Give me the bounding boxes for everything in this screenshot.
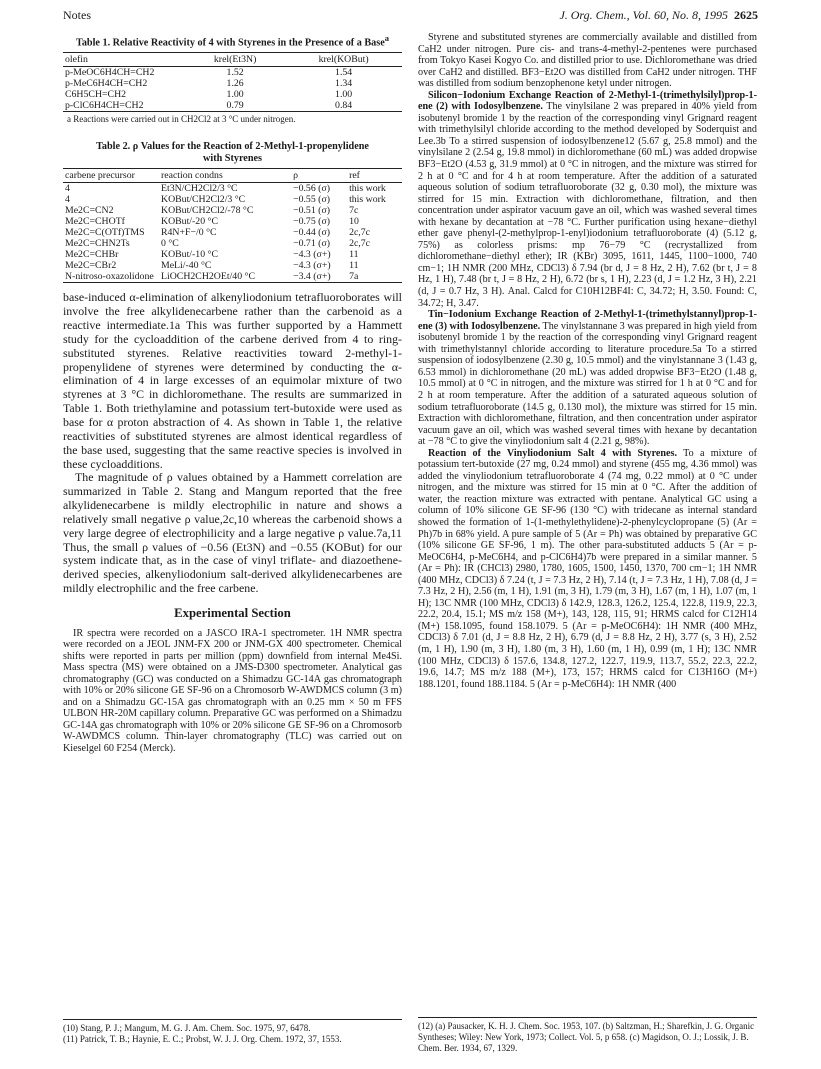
table2-col-precursor: carbene precursor [63,169,159,183]
table-row: 4 Et3N/CH2Cl2/3 °C −0.56 (σ) this work [65,183,386,195]
header-page-number: 2625 [734,8,758,22]
table2 [63,141,402,283]
paragraph: Reaction of the Vinyliodonium Salt 4 with Styrenes. To a mixture of potassium tert-butoxide (27 mg, 0.24 mmol) and styrene (455 mg, 4.36 mmol) was added the vinyliodonium tetrafluoroborate 4 (74 mg, 0.22 mmol) at 0 °C under nitrogen, and the mixture was stirred for 15 min at 0 °C. After the addition of water, the reaction mixture was extracted with pentane. Analytical GC using a column of 10% silicone GE SF-96 (130 °C) with tridecane as internal standard showed the formation of 1-(1-methylethylidene)-2-phenylcyclopropane (5) (Ar = Ph)7b in 68% yield. A pure sample of 5 (Ar = Ph) was obtained by preparative GC (10% silicone GE SF-96, 1 m). The other para-substituted adducts 5 (Ar = p-MeOC6H4, p-MeC6H4, and p-ClC6H4)7b were prepared in a similar manner. 5 (Ar = Ph): IR (CHCl3) 2980, 1780, 1605, 1500, 1450, 1370, 700 cm−1; 1H NMR (400 MHz, CDCl3) δ 7.24 (t, J = 7.3 Hz, 2 H), 7.14 (t, J = 7.3 Hz, 1 H), 7.08 (d, J = 7.3 Hz, 2 H), 2.56 (m, 1 H), 1.91 (m, 3 H), 1.79 (m, 3 H), 1.67 (m, 1 H), 1.07 (m, 1 H); 13C NMR (100 MHz, CDCl3) δ 142.9, 128.3, 126.2, 125.4, 122.8, 119.9, 22.3, 22.2, 20.4, 15.1; MS m/z 158 (M+), 143, 128, 115, 91; HRMS calcd for C12H14 (M+) 158.1095, found 158.1079. 5 (Ar = p-MeOC6H4): 1H NMR (400 MHz, CDCl3) δ 7.01 (d, J = 8.8 Hz, 2 H), 6.79 (d, J = 8.8 Hz, 2 H), 3.77 (s, 3 H), 2.52 (m, 1 H), 1.90 (m, 3 H), 1.80 (m, 3 H), 1.60 (m, 1 H), 0.99 (m, 1 H); 13C NMR (100 MHz, CDCl3) δ 157.6, 134.8, 127.2, 122.7, 119.9, 113.7, 55.2, 22.3, 22.2, 19.6, 14.7; MS m/z 188 (M+), 173, 157; HRMS calcd for C13H16O (M+) 188.1201, found 188.1184. 5 (Ar = p-MeC6H4): 1H NMR (400 [418,447,757,690]
reference: (10) Stang, P. J.; Mangum, M. G. J. Am. Chem. Soc. 1975, 97, 6478. [63,1023,311,1033]
table1-col-krel-et3n: krel(Et3N) [185,53,285,67]
paragraph: Silicon−Iodonium Exchange Reaction of 2-Methyl-1-(trimethylsilyl)prop-1-ene (2) with Iodosylbenzene. The vinylsilane 2 was prepared in 40% yield from isobutenyl bromide 1 by the reaction of the corresponding vinyl Grignard reagent with trimethylsilyl chloride according to the method developed by Soderquist and Lee.3b To a stirred suspension of iodosylbenzene12 (5.67 g, 25.8 mmol) and the vinylsilane 2 (2.54 g, 19.8 mmol) in dichloromethane (60 mL) was added dropwise BF3−Et2O (4.53 g, 31.9 mmol) at 0 °C in nitrogen, and the mixture was stirred for 2 h at 0 °C and for 4 h at room temperature. After the addition of a saturated aqueous solution of sodium tetrafluoroborate (32 g, 0.30 mol), the mixture was stirred for 15 min. Extraction with dichloromethane, filtration, and then concentration under aspirator vacuum gave an oil, which was washed several times with hexane by decantation at −78 °C. Further purification using hexane−diethyl ether gave phenyl-(2-methylprop-1-enyl)iodonium tetrafluoroborate (4) (5.12 g, 75%) as colorless prisms: mp 76−79 °C (recrystallized from dichloromethane−diethyl ether); IR (KBr) 3095, 1611, 1445, 1100−1000, 740 cm−1; 1H NMR (200 MHz, CDCl3) δ 7.94 (br d, J = 8 Hz, 2 H), 7.62 (br t, J = 8 Hz, 1 H), 7.48 (br t, J = 8 Hz, 2 H), 6.72 (br s, 1 H), 2.23 (d, J = 1.2 Hz, 3 H), 2.21 (d, J = 0.7 Hz, 3 H). Anal. Calcd for C10H12BF4I: C, 34.72; H, 3.50. Found: C, 34.72; H, 3.47. [418,89,758,309]
paragraph: Tin−Iodonium Exchange Reaction of 2-Methyl-1-(trimethylstannyl)prop-1-ene (3) with Iodosylbenzene. The vinylstannane 3 was prepared in high yield from isobutenyl bromide 1 by the reaction of the corresponding vinyl Grignard reagent with trimethylstannyl chloride according to literature procedure.5a To a stirred suspension of iodosylbenzene (2.30 g, 10.5 mmol) and the vinylstannane 3 (1.43 g, 6.53 mmol) in dichloromethane (20 mL) was added dropwise BF3−Et2O (1.48 g, 10.5 mmol) at 0 °C in nitrogen, and the mixture was stirred for 1 h at 0 °C and for 2 h at room temperature. After the addition of a saturated aqueous solution of sodium tetrafluoroborate (14.5 g, 0.130 mol), the mixture was stirred for 15 min. Extraction with dichloromethane, filtration, and then concentration under aspirator vacuum gave an oil, which was washed several times with hexane by decantation at −78 °C to give the vinyliodonium salt 4 (2.21 g, 98%). [418,309,758,448]
table-row: Me2C=CN2 KOBut/CH2Cl2/-78 °C −0.51 (σ) 7c [65,205,359,217]
paragraph: Styrene and substituted styrenes are commercially available and distilled from CaH2 under nitrogen. Pure cis- and trans-4-methyl-2-pentenes were purchased from Tokyo Kasei Kogyo Co. and distilled prior to use. Dichloromethane was dried over CaH2 and distilled. BF3−Et2O was distilled from CaH2 under nitrogen. THF was distilled from sodium benzophenone ketyl under nitrogen. [418,32,757,90]
experimental-text [63,628,402,755]
table-row: 4 KOBut/CH2Cl2/3 °C −0.55 (σ) this work [65,194,386,206]
table-row: Me2C=CHN2Ts 0 °C −0.71 (σ) 2c,7c [65,238,371,250]
header-journal: J. Org. Chem., Vol. 60, No. 8, 1995 [559,8,728,22]
discussion-text [63,291,402,596]
table2-col-conditions: reaction condns [159,169,291,183]
paragraph: The magnitude of ρ values obtained by a Hammett correlation are summarized in Table 2. Stang and Mangum reported that the free alkylidenecarbene is mildly electrophilic in nature and shows a relatively small negative ρ value,2c,10 whereas the carbenoid shows a very large degree of electrophilicity and a large negative ρ value.7a,11 Thus, the small ρ values of −0.56 (Et3N) and −0.55 (KOBut) for our system indicate that, as in the case of vinyl triflate- and diazoethene-derived species, alkenyliodonium salt-derived alkylidenecarbenes are mildly electrophilic and the free carbene. [63,470,402,596]
table2-title: Table 2. ρ Values for the Reaction of 2-Methyl-1-propenylidene with Styrenes [96,141,369,165]
table-row: N-nitroso-oxazolidone LiOCH2CH2OEt/40 °C −3.4 (σ+) 7a [63,271,402,283]
table1-footnote: a Reactions were carried out in CH2Cl2 at 3 °C under nitrogen. [67,114,296,125]
table1-grid [63,52,402,112]
table-row: p-MeC6H4CH=CH2 1.26 1.34 [65,78,353,90]
table1-title: Table 1. Relative Reactivity of 4 with Styrenes in the Presence of a Base$^a$ [75,33,390,49]
table-row: p-MeOC6H4CH=CH2 1.52 1.54 [65,67,353,79]
table-row: Me2C=CBr2 MeLi/-40 °C −4.3 (σ+) 11 [65,260,359,272]
right-references [418,1017,757,1053]
reference: (11) Patrick, T. B.; Haynie, E. C.; Probst, W. J. J. Org. Chem. 1972, 37, 1553. [63,1033,342,1044]
table-row: Me2C=CHOTf KOBut/-20 °C −0.75 (σ) 10 [65,216,359,228]
table1-col-olefin: olefin [63,53,185,67]
table-row: C6H5CH=CH2 1.00 1.00 [65,89,353,101]
table-row: p-ClC6H4CH=CH2 0.79 0.84 [63,100,402,112]
table-row: Me2C=C(OTf)TMS R4N+F−/0 °C −0.44 (σ) 2c,7c [65,227,371,239]
table2-col-ref: ref [347,169,402,183]
table2-grid [63,168,402,283]
paragraph: IR spectra were recorded on a JASCO IRA-1 spectrometer. 1H NMR spectra were recorded on a JEOL JNM-FX 200 or JNM-GX 400 spectrometer. Chemical shifts were reported in parts per million (ppm) downfield from internal Me4Si. Mass spectra (MS) were obtained on a JMS-D300 spectrometer. Analytical gas chromatography (GC) was conducted on a Shimadzu GC-14A gas chromatograph with 10% or 20% silicone GE SF-96 on a Chromosorb W-AWDMCS column (3 m) and on a Shimadzu GC-15A gas chromatograph with an 0.25 mm × 50 m FFS ULBON HR-20M capillary column. Preparative GC was performed on a Shimadzu GC-14A gas chromatograph with 10% or 20% silicone GE SF-96 on a Chromosorb W-AWDMCS column. Thin-layer chromatography (TLC) was carried out on Kieselgel 60 F254 (Merck). [63,627,402,754]
header-section: Notes [63,8,91,22]
table-row: Me2C=CHBr KOBut/-10 °C −4.3 (σ+) 11 [65,249,359,261]
table1-col-krel-kobut: krel(KOBut) [285,53,402,67]
right-column [418,32,757,690]
reference: (12) (a) Pausacker, K. H. J. Chem. Soc. 1953, 107. (b) Saltzman, H.; Sharefkin, J. G. Organic Syntheses; Wiley: New York, 1973; Collect. Vol. 5, p 658. (c) Magidson, O. J.; Lossik, J. B. Chem. Ber. 1934, 67, 1329. [418,1021,755,1053]
paragraph: base-induced α-elimination of alkenyliodonium tetrafluoroborates will involve the free alkylidenecarbene rather than the carbenoid as a reactive intermediate.1a This was further supported by a Hammett study for the cycloaddition of the carbene derived from 4 to ring-substituted styrenes. Relative reactivities toward 2-methyl-1-propenylidene of styrenes were determined by conducting the α-elimination of 4 in large excesses of an equimolar mixture of two styrenes at 3 °C in dichloromethane. The results are summarized in Table 1. Both triethylamine and potassium tert-butoxide were used as base for α proton abstraction of 4. As shown in Table 1, the relative reactivities of substituted styrenes are almost identical regardless of the base used, suggesting that the same reactive species is involved in these cycloadditions. [63,290,402,471]
experimental-heading: Experimental Section [174,605,291,620]
table2-col-rho: ρ [291,169,347,183]
left-column [63,32,402,755]
header-journal-citation [559,8,758,23]
table1 [63,32,402,125]
left-references [63,1019,402,1045]
